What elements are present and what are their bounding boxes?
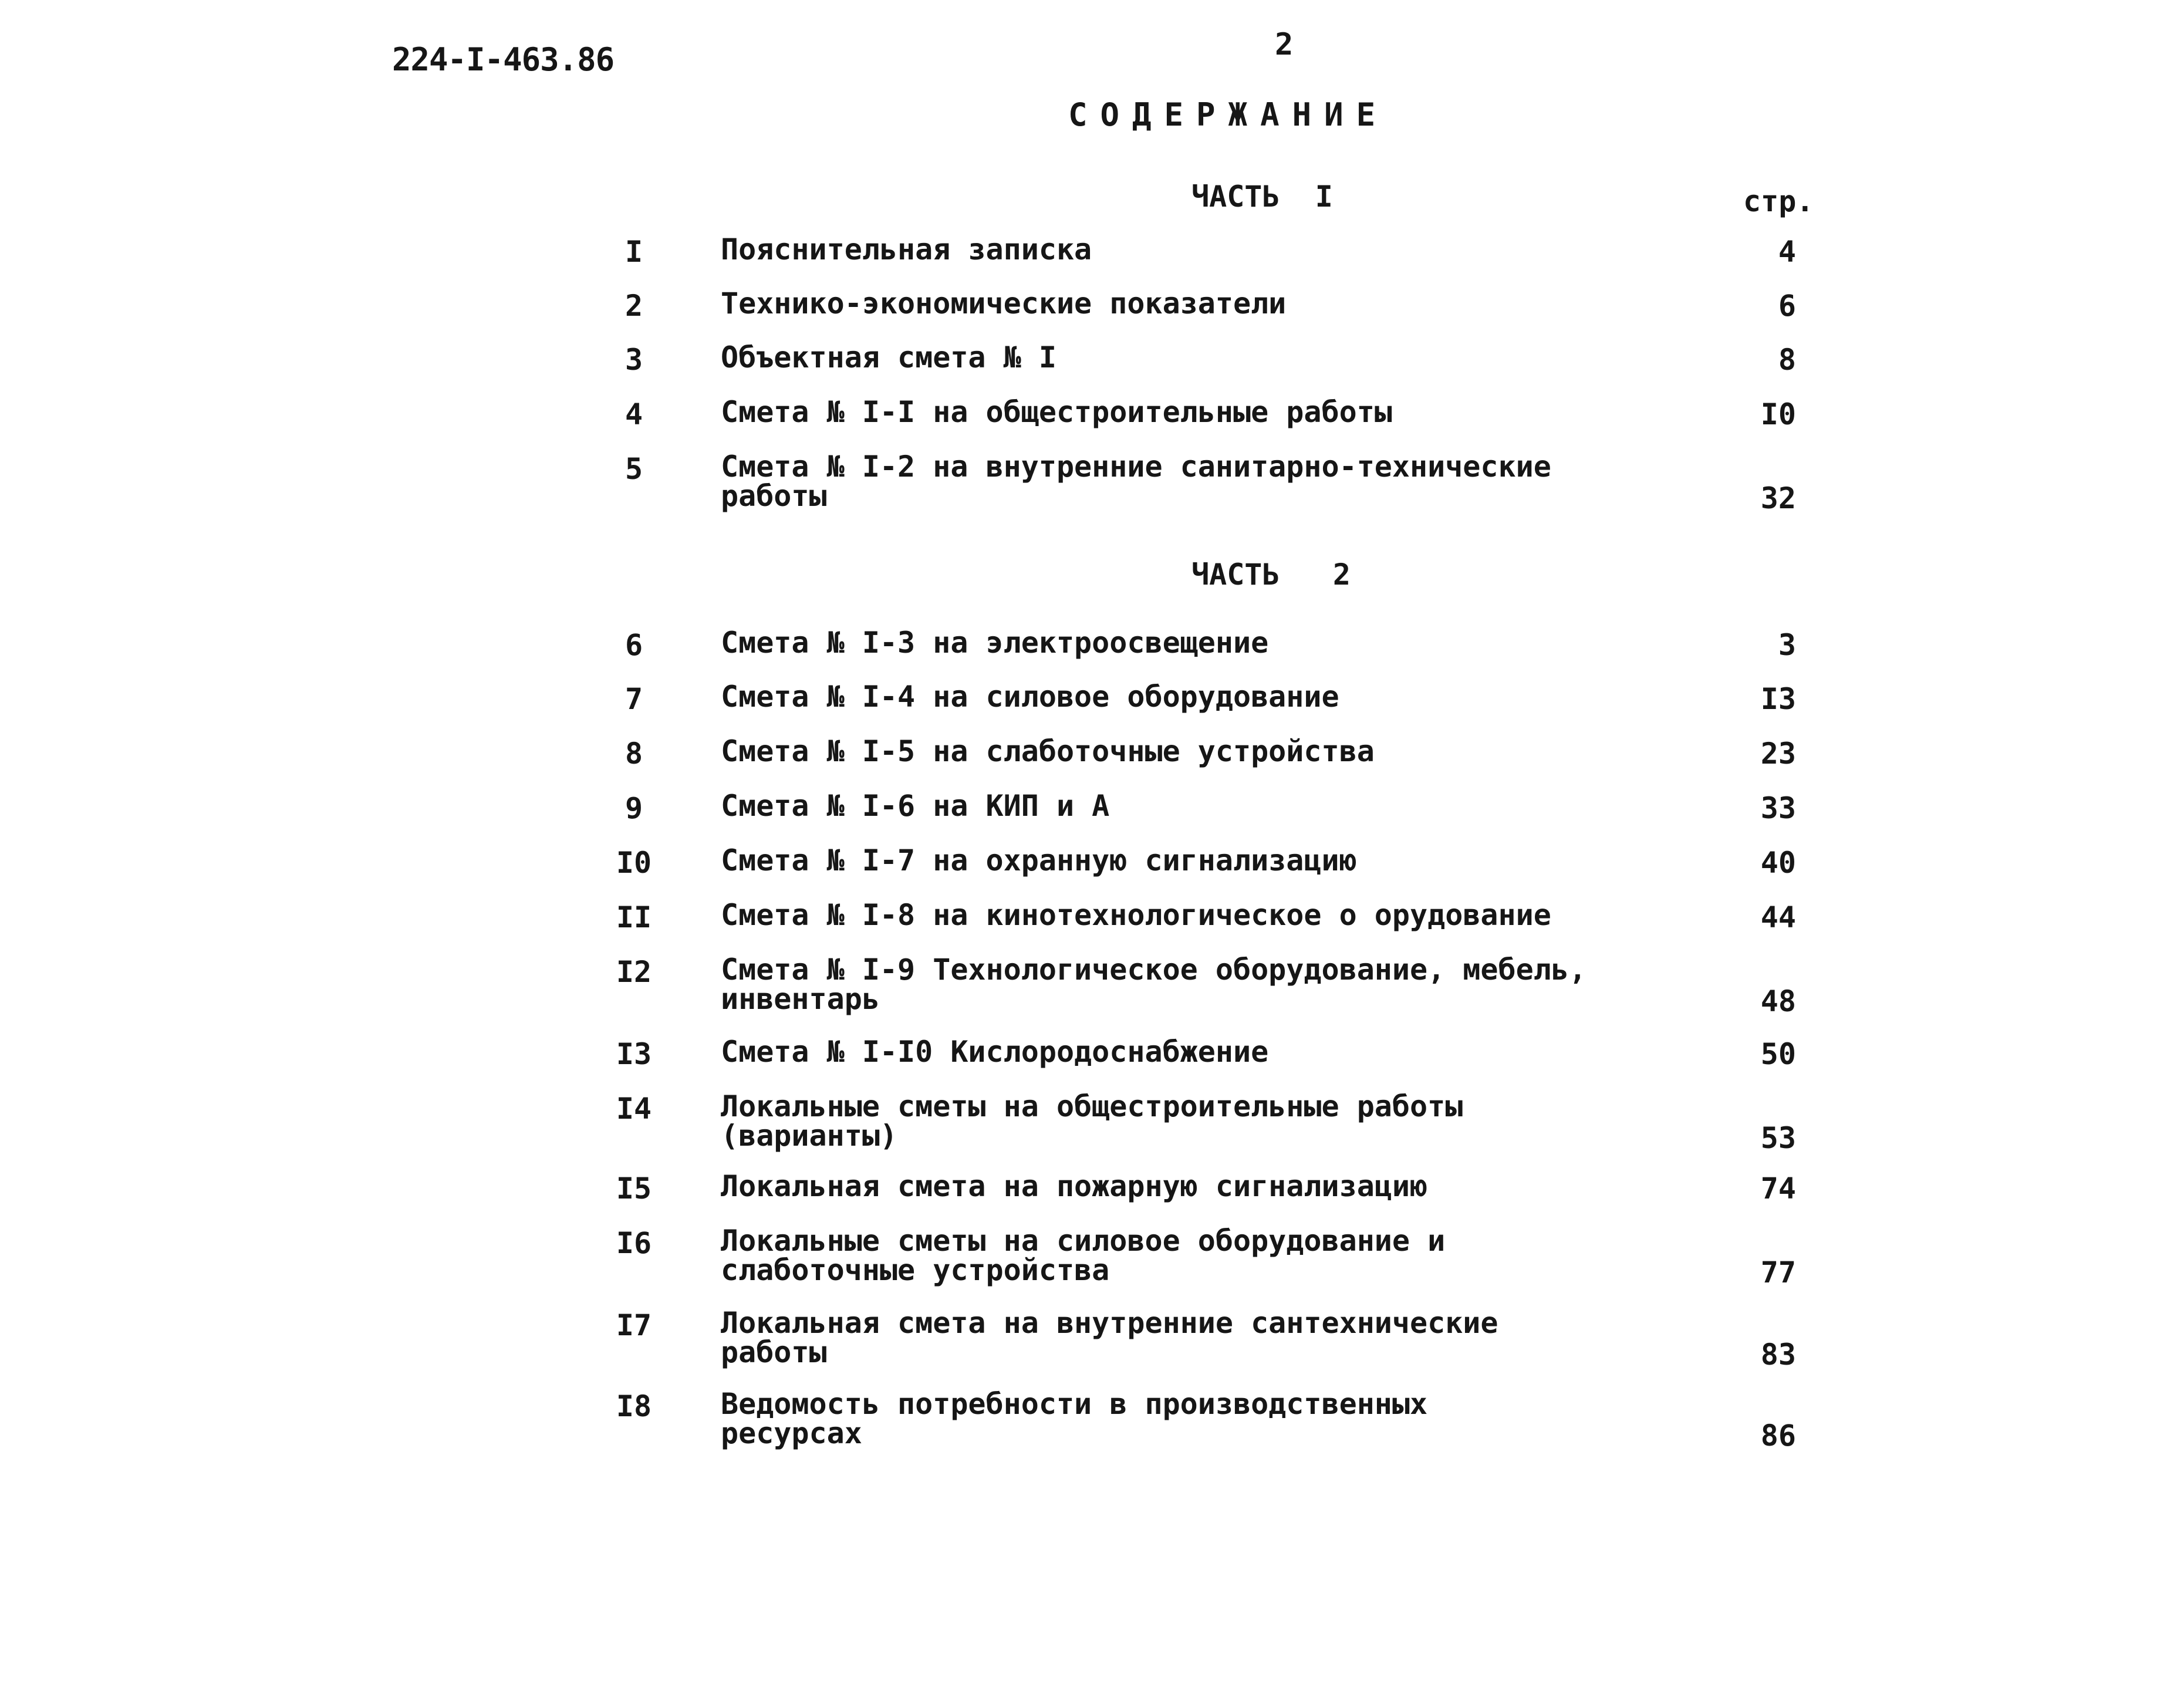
toc-entry-number: 9 xyxy=(625,791,643,825)
toc-entry-page: 86 xyxy=(1760,1419,1796,1453)
toc-entry-title: Смета № I-6 на КИП и А xyxy=(721,789,1110,823)
toc-entry-title: Смета № I-8 на кинотехнологическое о орудование xyxy=(721,898,1551,932)
toc-entry-page: 48 xyxy=(1760,984,1796,1018)
toc-entry-title: Технико-экономические показатели xyxy=(721,286,1287,320)
toc-entry-title: Смета № I-9 Технологическое оборудование, мебель, инвентарь xyxy=(721,953,1587,1016)
toc-entry-title: Смета № I-I0 Кислородоснабжение xyxy=(721,1035,1269,1069)
toc-entry-page: I3 xyxy=(1760,682,1796,716)
toc-entry-page: 32 xyxy=(1760,481,1796,515)
toc-entry-title: Смета № I-I на общестроительные работы xyxy=(721,395,1392,429)
toc-entry-page: 77 xyxy=(1760,1255,1796,1289)
toc-entry-number: II xyxy=(616,900,652,934)
page-number: 2 xyxy=(1275,27,1294,62)
toc-entry-page: 23 xyxy=(1760,737,1796,771)
toc-entry-title: Локальные сметы на общестроительные работы (варианты) xyxy=(721,1089,1463,1153)
toc-entry-page: 33 xyxy=(1760,791,1796,825)
toc-entry-number: I5 xyxy=(616,1172,652,1206)
toc-entry-title: Локальные сметы на силовое оборудование и слаботочные устройства xyxy=(721,1224,1446,1287)
toc-entry-page: 50 xyxy=(1760,1037,1796,1071)
toc-entry-page: 44 xyxy=(1760,900,1796,934)
toc-entry-title: Смета № I-7 на охранную сигнализацию xyxy=(721,843,1357,877)
part-1-heading: ЧАСТЬ I xyxy=(1191,180,1333,214)
toc-entry-number: 3 xyxy=(625,343,643,377)
toc-entry-page: 83 xyxy=(1760,1338,1796,1372)
toc-entry-number: 7 xyxy=(625,682,643,716)
toc-entry-number: I2 xyxy=(616,955,652,989)
toc-entry-number: I8 xyxy=(616,1389,652,1423)
pages-column-label: стр. xyxy=(1743,184,1814,218)
toc-entry-page: 74 xyxy=(1760,1172,1796,1206)
toc-entry-number: I0 xyxy=(616,846,652,880)
toc-entry-number: I3 xyxy=(616,1037,652,1071)
toc-entry-title: Смета № I-3 на электроосвещение xyxy=(721,626,1269,660)
toc-entry-number: 6 xyxy=(625,628,643,662)
toc-entry-number: 4 xyxy=(625,397,643,431)
toc-entry-number: I7 xyxy=(616,1308,652,1342)
toc-entry-number: 2 xyxy=(625,289,643,323)
toc-entry-page: 53 xyxy=(1760,1121,1796,1155)
toc-entry-number: I4 xyxy=(616,1092,652,1126)
document-title: СОДЕРЖАНИЕ xyxy=(1068,96,1389,133)
toc-entry-title: Смета № I-5 на слаботочные устройства xyxy=(721,734,1375,768)
toc-entry-number: I6 xyxy=(616,1226,652,1260)
toc-entry-page: 3 xyxy=(1778,628,1796,662)
toc-entry-number: 5 xyxy=(625,452,643,486)
toc-entry-title: Ведомость потребности в производственных ресурсах xyxy=(721,1387,1428,1450)
part-2-heading: ЧАСТЬ 2 xyxy=(1191,558,1351,592)
toc-entry-title: Локальная смета на внутренние сантехнические работы xyxy=(721,1306,1498,1369)
toc-entry-title: Смета № I-4 на силовое оборудование xyxy=(721,680,1339,714)
document-code: 224-I-463.86 xyxy=(392,41,615,78)
toc-entry-title: Объектная смета № I xyxy=(721,340,1056,374)
toc-entry-title: Смета № I-2 на внутренние санитарно-технические работы xyxy=(721,450,1551,513)
toc-entry-page: 4 xyxy=(1778,235,1796,269)
toc-entry-title: Локальная смета на пожарную сигнализацию xyxy=(721,1169,1428,1203)
toc-entry-page: 40 xyxy=(1760,846,1796,880)
toc-entry-page: 8 xyxy=(1778,343,1796,377)
toc-entry-page: I0 xyxy=(1760,397,1796,431)
toc-entry-number: 8 xyxy=(625,737,643,771)
toc-entry-page: 6 xyxy=(1778,289,1796,323)
toc-entry-number: I xyxy=(625,235,643,269)
toc-entry-title: Пояснительная записка xyxy=(721,232,1092,266)
